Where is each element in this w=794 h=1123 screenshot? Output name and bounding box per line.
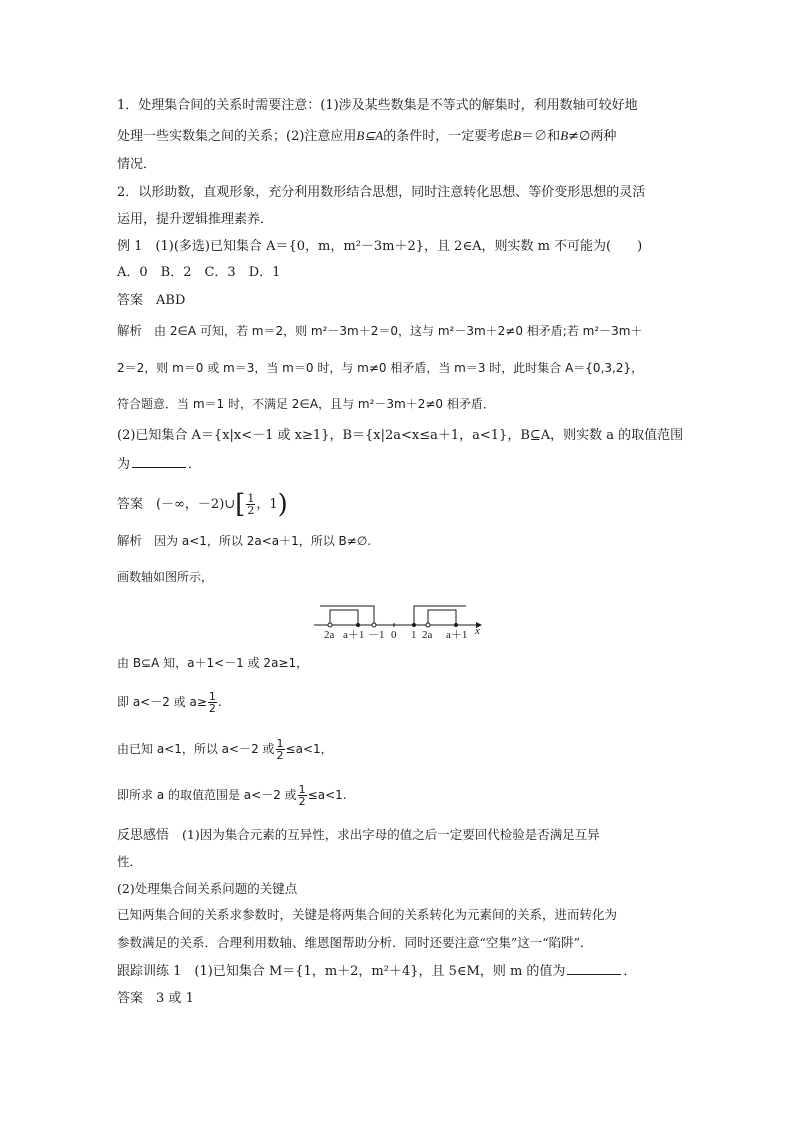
- reflection-line-2: 性．: [117, 854, 143, 869]
- reflection-line-5: 参数满足的关系．合理利用数轴、维恩图帮助分析．同时还要注意“空集”这一“陷阱”．: [117, 935, 593, 950]
- axis-label-a1-left: a＋1: [343, 629, 365, 641]
- tip-1-line-1: 1．处理集合间的关系时需要注意：(1)涉及某些数集是不等式的解集时，利用数轴可较好地: [117, 98, 638, 113]
- example-1-analysis-2-line-6: 即所求 a 的取值范围是 a<－2 或 $\frac{1}{2}$ ≤a<1.: [117, 783, 347, 808]
- example-1-analysis-2-line-5: 由已知 a<1，所以 a<－2 或 $\frac{1}{2}$ ≤a<1，: [117, 737, 333, 762]
- example-1-options: A．0 B．2 C．3 D．1: [117, 265, 281, 280]
- axis-label-0: 0: [391, 629, 397, 641]
- example-1-question-2-line-1: (2)已知集合 A＝{x|x<－1 或 x≥1}，B＝{x|2a<x≤a＋1，a<1}，B⊆A，则实数 a 的取值范围: [117, 428, 684, 443]
- reflection-line-3: (2)处理集合间关系问题的关键点: [117, 881, 298, 896]
- axis-label-2a-left: 2a: [324, 629, 335, 641]
- example-1-answer-1: 答案 ABD: [117, 293, 186, 308]
- axis-label-2a-right: 2a: [422, 629, 433, 641]
- number-line-figure: [312, 596, 492, 642]
- practice-answer: 答案 3 或 1: [117, 991, 194, 1006]
- axis-label-x: x: [475, 625, 480, 637]
- answer-blank: [132, 455, 186, 468]
- reflection-line-1: 反思感悟 (1)因为集合元素的互异性，求出字母的值之后一定要回代检验是否满足互异: [117, 827, 600, 843]
- tip-2-line-1: 2．以形助数，直观形象，充分利用数形结合思想，同时注意转化思想、等价变形思想的灵活: [117, 185, 646, 200]
- example-1-analysis-2-line-1: 解析 因为 a<1，所以 2a<a＋1，所以 B≠∅.: [117, 533, 372, 548]
- practice-answer-blank: [567, 962, 621, 975]
- axis-label-a1-right: a＋1: [446, 629, 468, 641]
- example-1-analysis-1-line-2: 2＝2，则 m＝0 或 m＝3，当 m＝0 时，与 m≠0 相矛盾，当 m＝3 时，此时集合 A＝{0,3,2}，: [117, 361, 644, 375]
- example-1-answer-2: 答案 (－∞，－2)∪[ $\frac{1}{2}$ ，1): [117, 489, 288, 520]
- axis-label-1: 1: [411, 629, 417, 641]
- practice-question: 跟踪训练 1 (1)已知集合 M＝{1，m＋2，m²＋4}，且 5∈M，则 m 的值为 ．: [117, 964, 637, 979]
- reflection-line-4: 已知两集合间的关系求参数时，关键是将两集合间的关系转化为元素间的关系，进而转化为: [117, 907, 618, 922]
- example-1-question-2-line-2: 为 ．: [117, 457, 202, 472]
- tip-1-line-3: 情况．: [117, 157, 157, 172]
- example-1-analysis-2-line-4: 即 a<－2 或 a≥ $\frac{1}{2}$ .: [117, 690, 222, 715]
- example-1-analysis-1-line-3: 符合题意．当 m＝1 时，不满足 2∈A，且与 m²－3m＋2≠0 相矛盾．: [117, 397, 495, 411]
- example-1-analysis-2-line-3: 由 B⊆A 知，a＋1<－1 或 2a≥1，: [117, 656, 309, 670]
- axis-label-neg1: －1: [368, 629, 385, 641]
- tip-1-line-2: 处理一些实数集之间的关系；(2)注意应用B⊆A的条件时，一定要考虑B＝∅和B≠∅两种: [117, 128, 617, 144]
- example-1-question-1: 例 1 (1)(多选)已知集合 A＝{0，m，m²－3m＋2}，且 2∈A，则实数 m 不可能为( ): [117, 239, 643, 254]
- tip-2-line-2: 运用，提升逻辑推理素养．: [117, 212, 274, 227]
- example-1-analysis-2-line-2: 画数轴如图所示，: [117, 570, 214, 584]
- example-1-analysis-1-line-1: 解析 由 2∈A 可知，若 m＝2，则 m²－3m＋2＝0，这与 m²－3m＋2≠0 相矛盾;若 m²－3m＋: [117, 323, 643, 338]
